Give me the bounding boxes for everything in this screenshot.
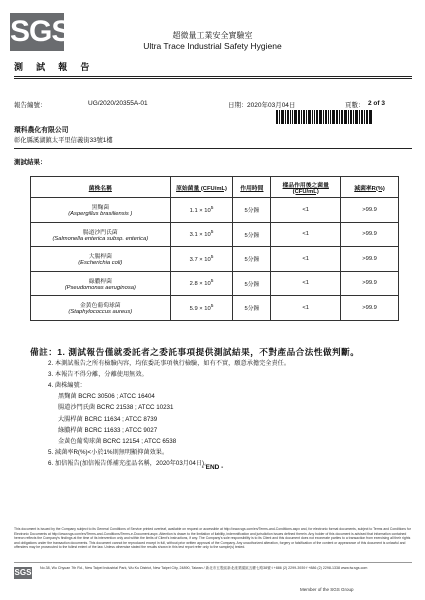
- time-cell: 5分鐘: [233, 271, 271, 296]
- after-count-cell: <1: [271, 296, 341, 321]
- reduction-cell: >99.9: [341, 198, 399, 223]
- note-3: 3. 本報告不得分離，分離使用無效。: [48, 371, 148, 379]
- table-row: [31, 296, 399, 321]
- col-header-time: 作用時間: [233, 177, 271, 198]
- table-row: [31, 271, 399, 296]
- after-count-cell: <1: [271, 222, 341, 247]
- reduction-cell: >99.9: [341, 271, 399, 296]
- page-label: 頁數：: [345, 102, 365, 109]
- page-number: 2 of 3: [368, 100, 385, 107]
- after-count-cell: <1: [271, 198, 341, 223]
- time-cell: 5分鐘: [233, 296, 271, 321]
- strain-cell: 腸道沙門氏菌 (Salmonella enterica subsp. enterica): [31, 222, 171, 247]
- note-1: 備註：1. 測試報告僅就委託者之委託事項提供測試結果，不對產品合法性做判斷。: [30, 347, 360, 357]
- lab-name-cn: 超微量工業安全實驗室: [172, 31, 253, 40]
- time-cell: 5分鐘: [233, 222, 271, 247]
- sgs-logo: SGS: [10, 13, 64, 51]
- col-header-strain: 菌株名稱: [31, 177, 171, 198]
- reduction-cell: >99.9: [341, 296, 399, 321]
- time-cell: 5分鐘: [233, 247, 271, 272]
- title-divider: [14, 76, 412, 77]
- footer-disclaimer: This document is issued by the Company subject to its General Conditions of Service printed overleaf, available on request or accessible at http://www.sgs.com/en/Terms-and-Conditions.aspx and, for electronic format documents, subject to Terms and Conditions for Electronic Documents at http://www.sgs.com/en/Terms-and-Conditions/Terms-e-Document.aspx. Attention is drawn to the limitation of liability, indemnification and jurisdiction issues defined therein. Any holder of this document is advised that information contained hereon reflects the Company's findings at the time of its intervention only and within the limits of Client's instructions, if any. The Company's sole responsibility is to its Client and this document does not exonerate parties to a transaction from exercising all their rights and obligations under the transaction documents. This document cannot be reproduced except in full, without prior written approval of the Company. Any unauthorized alteration, forgery or falsification of the content or appearance of this document is unlawful and offenders may be prosecuted to the fullest extent of the law. Unless otherwise stated the results shown in this test report refer only to the sample(s) tested.: [14, 527, 411, 550]
- report-title: 測 試 報 告: [14, 63, 95, 73]
- note-4: 4. 菌株編號：: [48, 382, 86, 390]
- initial-count-cell: $3.1 \times 10^5$: [170, 222, 233, 247]
- client-name: 環科農化有限公司: [14, 127, 69, 134]
- time-cell: 5分鐘: [233, 198, 271, 223]
- table-header-row: [31, 177, 399, 198]
- note-6: 6. 加信報告(加信報告係補充產品名稱，2020年03月04日)。: [48, 459, 211, 467]
- results-label: 測試結果：: [14, 159, 47, 166]
- footer-divider: [14, 562, 412, 563]
- after-count-cell: <1: [271, 247, 341, 272]
- table-row: [31, 247, 399, 272]
- strain-cell: 金黃色葡萄球菌 (Staphylococcus aureus): [31, 296, 171, 321]
- title-divider-2: [14, 78, 412, 79]
- lab-name-en: Ultra Trace Industrial Safety Hygiene: [143, 41, 282, 51]
- barcode: [276, 110, 388, 124]
- strain-cell: 綠膿桿菌 (Pseudomonas aeruginosa): [31, 271, 171, 296]
- strain-number: 綠膿桿菌 BCRC 11633 ; ATCC 9027: [58, 426, 158, 434]
- strain-number: 黑麴菌 BCRC 30506 ; ATCC 16404: [58, 393, 155, 401]
- strain-cell: 黑麴菌 (Aspergillus brasiliensis ): [31, 198, 171, 223]
- footer-address: No.38, Wu Chyuan 7th Rd., New Taipei Industrial Park, Wu Ku District, New Taipei City, 24890, Taiwan / 新北市五股區新北產業園區五權七路38號 t +886 (2) 2299-3939 f +886 (2) 2298-1338 www.tw.sgs.com: [40, 566, 368, 570]
- note-2: 2. 本測試報告之所有檢驗內容，均依委託事項執行檢驗，如有不實，願意承擔完全責任。: [48, 360, 291, 368]
- member-of-sgs: Member of the SGS Group: [300, 587, 354, 592]
- report-date: 2020年03月04日: [247, 102, 296, 109]
- strain-number: 大腸桿菌 BCRC 11634 ; ATCC 8739: [58, 415, 158, 423]
- date-label: 日期：: [228, 102, 248, 109]
- notes-section: [30, 347, 359, 469]
- initial-count-cell: $5.9 \times 10^5$: [170, 296, 233, 321]
- initial-count-cell: $1.1 \times 10^5$: [170, 198, 233, 223]
- report-no: UG/2020/20355A-01: [88, 100, 148, 107]
- reduction-cell: >99.9: [341, 247, 399, 272]
- reduction-cell: >99.9: [341, 222, 399, 247]
- col-header-reduction: 減菌率R(%): [341, 177, 399, 198]
- strain-cell: 大腸桿菌 (Escherichia coli): [31, 247, 171, 272]
- col-header-after: 樣品作用後之菌量(CFU/mL): [271, 177, 341, 198]
- table-row: [31, 222, 399, 247]
- report-no-label: 報告編號：: [14, 102, 47, 109]
- after-count-cell: <1: [271, 271, 341, 296]
- results-table: [30, 176, 399, 321]
- initial-count-cell: $2.8 \times 10^5$: [170, 271, 233, 296]
- client-divider: [14, 148, 412, 149]
- footer-sgs-logo: SGS: [14, 568, 32, 577]
- end-mark: - END -: [201, 464, 224, 471]
- table-row: [31, 198, 399, 223]
- initial-count-cell: $3.7 \times 10^5$: [170, 247, 233, 272]
- strain-number: 腸道沙門氏菌 BCRC 21538 ; ATCC 10231: [58, 404, 174, 412]
- strain-number: 金黃色葡萄球菌 BCRC 12154 ; ATCC 6538: [58, 437, 177, 445]
- col-header-initial: 原始菌量 (CFU/mL): [170, 177, 233, 198]
- client-address: 彰化縣溪湖鎮太平里信義街33號1樓: [14, 137, 113, 144]
- note-5: 5. 減菌率R(%)<小於1%則無明顯抑菌效果。: [48, 448, 169, 456]
